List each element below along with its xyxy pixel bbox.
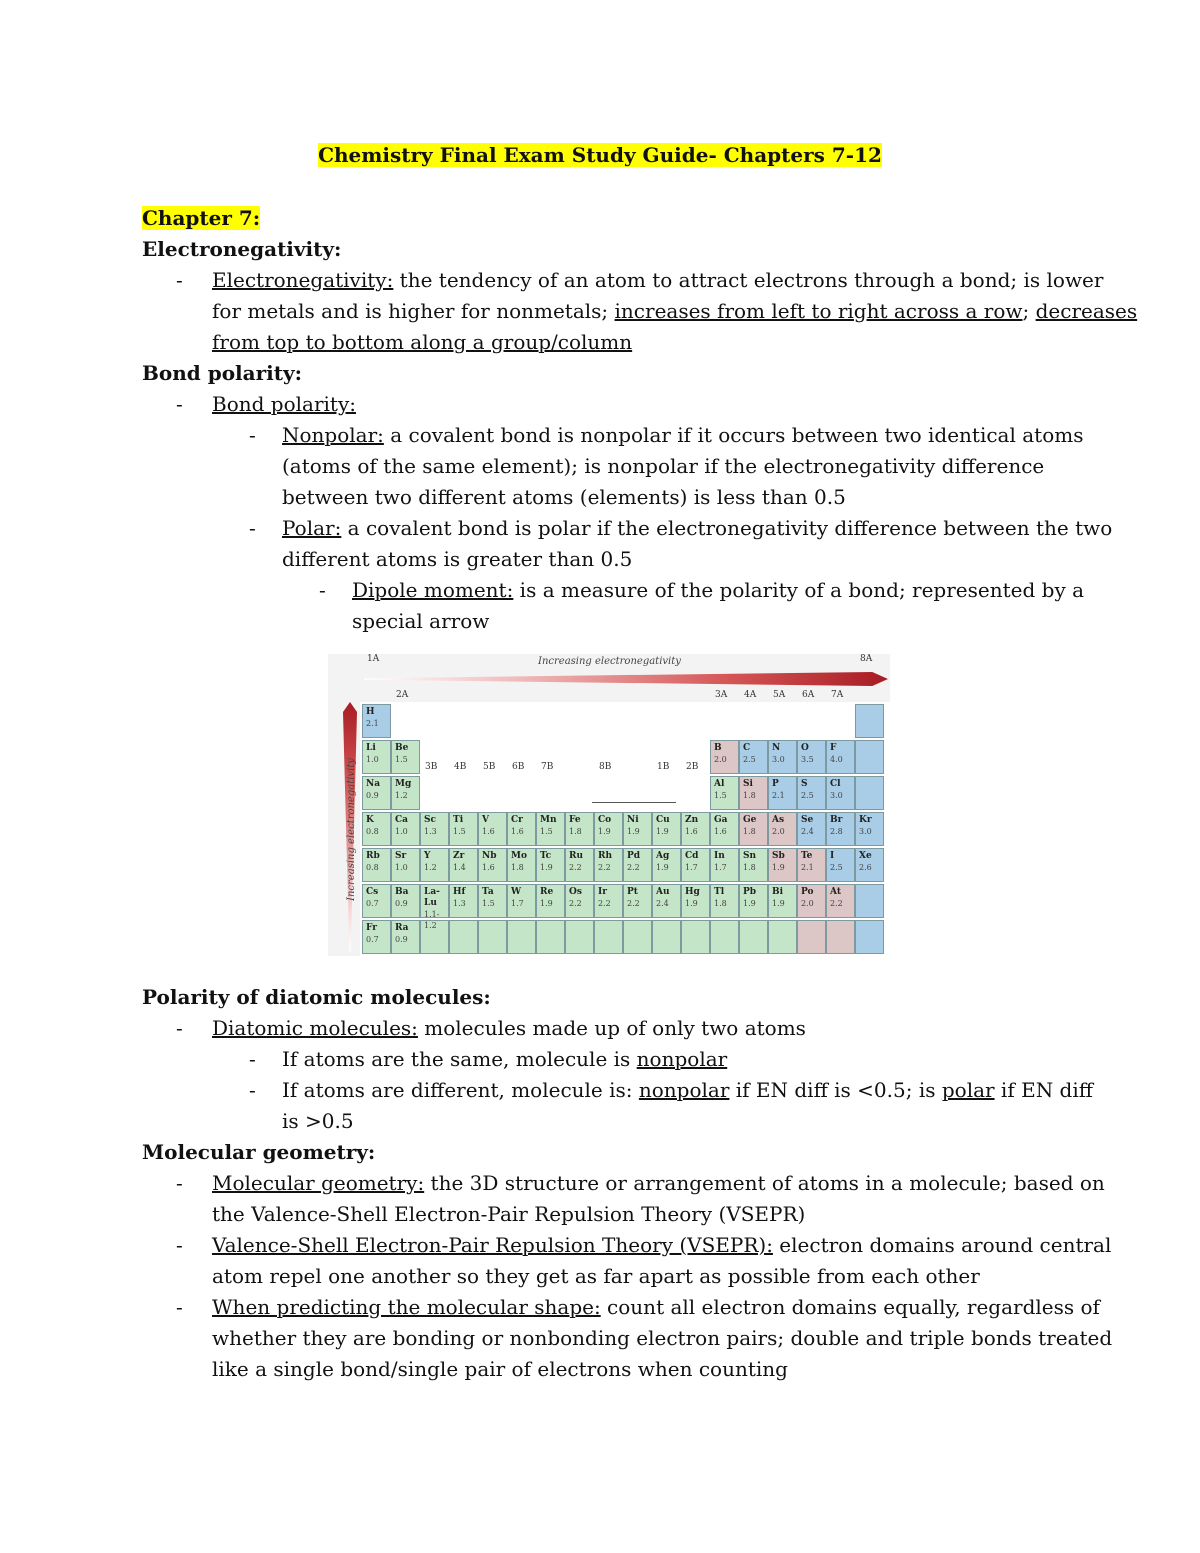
element-symbol: Zn <box>685 815 699 825</box>
element-electronegativity: 1.9 <box>540 899 553 908</box>
group-label: 8A <box>860 654 873 664</box>
element-symbol: Pb <box>743 887 757 897</box>
element-symbol: Au <box>656 887 670 897</box>
element-electronegativity: 1.8 <box>511 863 524 872</box>
section-heading-bond-polarity: Bond polarity: <box>142 361 302 385</box>
element-electronegativity: 1.9 <box>685 899 698 908</box>
group-label: 4B <box>454 762 467 772</box>
element-cell-o <box>797 740 826 774</box>
group-label: 2A <box>396 690 409 700</box>
element-symbol: Ag <box>656 851 670 861</box>
bullet-dash: - <box>249 1047 256 1071</box>
element-symbol: Na <box>366 779 381 789</box>
element-symbol: Fr <box>366 923 377 933</box>
element-electronegativity: 3.0 <box>772 755 785 764</box>
element-symbol: Ge <box>743 815 757 825</box>
element-electronegativity: 1.9 <box>598 827 611 836</box>
bullet-bond-polarity: Bond polarity: <box>212 392 356 416</box>
element-symbol: Li <box>366 743 376 753</box>
element-cell-la-lu <box>420 884 449 930</box>
bullet-dash: - <box>176 268 183 292</box>
element-cell-mg <box>391 776 420 810</box>
empty-cell <box>855 920 884 954</box>
element-symbol: Se <box>801 815 814 825</box>
empty-cell <box>855 884 884 918</box>
element-cell-ti <box>449 812 478 846</box>
bullet-text-line: between two different atoms (elements) is less than 0.5 <box>282 485 846 509</box>
element-electronegativity: 1.0 <box>395 827 408 836</box>
element-cell-mo <box>507 848 536 882</box>
element-electronegativity: 1.6 <box>511 827 524 836</box>
element-cell-be <box>391 740 420 774</box>
element-cell-f <box>826 740 855 774</box>
element-cell-tc <box>536 848 565 882</box>
element-cell-rh <box>594 848 623 882</box>
element-electronegativity: 1.3 <box>424 827 437 836</box>
element-electronegativity: 3.0 <box>859 827 872 836</box>
element-symbol: Mo <box>511 851 527 861</box>
element-symbol: Cl <box>830 779 841 789</box>
element-electronegativity: 2.2 <box>830 899 843 908</box>
element-cell-xe <box>855 848 884 882</box>
element-cell-h <box>362 704 391 738</box>
bullet-molecular-geometry: Molecular geometry: the 3D structure or arrangement of atoms in a molecule; based on <box>212 1171 1105 1195</box>
element-cell-y <box>420 848 449 882</box>
group-label: 3A <box>715 690 728 700</box>
element-cell-bi <box>768 884 797 918</box>
group-label: 7A <box>831 690 844 700</box>
element-cell-ir <box>594 884 623 918</box>
element-cell-pb <box>739 884 768 918</box>
element-electronegativity: 2.1 <box>366 719 379 728</box>
element-symbol: Kr <box>859 815 872 825</box>
group-label: 5A <box>773 690 786 700</box>
element-electronegativity: 2.0 <box>801 899 814 908</box>
group-label: 5B <box>483 762 496 772</box>
element-symbol: I <box>830 851 835 861</box>
bullet-dash: - <box>176 1016 183 1040</box>
bullet-dash: - <box>249 516 256 540</box>
element-cell-ba <box>391 884 420 918</box>
element-electronegativity: 1.5 <box>395 755 408 764</box>
element-cell-al <box>710 776 739 810</box>
element-electronegativity: 2.2 <box>627 863 640 872</box>
element-symbol: Br <box>830 815 843 825</box>
element-cell-s <box>797 776 826 810</box>
element-symbol: La-Lu <box>424 887 440 908</box>
element-cell-hf <box>449 884 478 918</box>
element-cell-ge <box>739 812 768 846</box>
element-electronegativity: 1.6 <box>482 863 495 872</box>
element-cell-cd <box>681 848 710 882</box>
element-cell-fe <box>565 812 594 846</box>
element-electronegativity: 2.5 <box>830 863 843 872</box>
element-symbol: Si <box>743 779 753 789</box>
element-symbol: Cr <box>511 815 523 825</box>
page-title: Chemistry Final Exam Study Guide- Chapters 7-12 <box>318 143 882 167</box>
group-label: 2B <box>686 762 699 772</box>
element-electronegativity: 1.8 <box>714 899 727 908</box>
element-electronegativity: 1.9 <box>772 863 785 872</box>
element-electronegativity: 4.0 <box>830 755 843 764</box>
element-symbol: Hf <box>453 887 466 897</box>
element-cell-tl <box>710 884 739 918</box>
element-symbol: Bi <box>772 887 784 897</box>
bullet-text-line: like a single bond/single pair of electrons when counting <box>212 1357 788 1381</box>
element-cell-re <box>536 884 565 918</box>
element-electronegativity: 2.2 <box>598 899 611 908</box>
element-cell-kr <box>855 812 884 846</box>
bullet-dash: - <box>176 1295 183 1319</box>
element-symbol: Ir <box>598 887 607 897</box>
element-symbol: Sc <box>424 815 436 825</box>
element-cell-se <box>797 812 826 846</box>
empty-cell <box>478 920 507 954</box>
bullet-text-line: is >0.5 <box>282 1109 354 1133</box>
element-electronegativity: 1.9 <box>627 827 640 836</box>
element-electronegativity: 2.5 <box>801 791 814 800</box>
element-cell-in <box>710 848 739 882</box>
element-symbol: In <box>714 851 725 861</box>
element-cell-li <box>362 740 391 774</box>
element-symbol: H <box>366 707 375 717</box>
element-symbol: Fe <box>569 815 581 825</box>
element-cell-p <box>768 776 797 810</box>
element-cell-ru <box>565 848 594 882</box>
element-electronegativity: 1.2 <box>395 791 408 800</box>
element-symbol: Hg <box>685 887 700 897</box>
element-cell-cr <box>507 812 536 846</box>
element-electronegativity: 2.2 <box>598 863 611 872</box>
element-electronegativity: 1.0 <box>366 755 379 764</box>
element-electronegativity: 2.1 <box>801 863 814 872</box>
bullet-text-line: the Valence-Shell Electron-Pair Repulsion Theory (VSEPR) <box>212 1202 806 1226</box>
element-cell-ta <box>478 884 507 918</box>
element-cell-c <box>739 740 768 774</box>
empty-cell <box>594 920 623 954</box>
section-heading-diatomic: Polarity of diatomic molecules: <box>142 985 491 1009</box>
empty-cell <box>855 776 884 810</box>
element-electronegativity: 0.9 <box>366 791 379 800</box>
element-cell-au <box>652 884 681 918</box>
element-symbol: W <box>511 887 522 897</box>
element-cell-at <box>826 884 855 918</box>
element-cell-sb <box>768 848 797 882</box>
empty-cell <box>797 920 826 954</box>
element-cell-hg <box>681 884 710 918</box>
element-cell-zr <box>449 848 478 882</box>
bullet-different-atoms: If atoms are different, molecule is: nonpolar if EN diff is <0.5; is polar if EN diff <box>282 1078 1093 1102</box>
empty-cell <box>855 740 884 774</box>
bullet-same-atoms: If atoms are the same, molecule is nonpolar <box>282 1047 728 1071</box>
empty-cell <box>739 920 768 954</box>
element-symbol: Ti <box>453 815 464 825</box>
element-electronegativity: 1.4 <box>453 863 466 872</box>
group-label: 3B <box>425 762 438 772</box>
bullet-text-line: special arrow <box>352 609 490 633</box>
group-label: 4A <box>744 690 757 700</box>
element-symbol: As <box>772 815 785 825</box>
element-electronegativity: 1.9 <box>656 863 669 872</box>
element-cell-ca <box>391 812 420 846</box>
element-cell-na <box>362 776 391 810</box>
element-symbol: Rb <box>366 851 380 861</box>
figure-vertical-title: Increasing electronegativity <box>345 758 357 901</box>
element-symbol: Po <box>801 887 814 897</box>
element-symbol: Ba <box>395 887 409 897</box>
element-electronegativity: 2.2 <box>569 899 582 908</box>
element-electronegativity: 2.8 <box>830 827 843 836</box>
bullet-predicting-shape: When predicting the molecular shape: count all electron domains equally, regardless of <box>212 1295 1100 1319</box>
element-electronegativity: 3.5 <box>801 755 814 764</box>
element-electronegativity: 1.5 <box>540 827 553 836</box>
element-cell-co <box>594 812 623 846</box>
element-cell-mn <box>536 812 565 846</box>
element-electronegativity: 1.7 <box>714 863 727 872</box>
group-label: 1A <box>367 654 380 664</box>
section-heading-electronegativity: Electronegativity: <box>142 237 342 261</box>
element-symbol: Cu <box>656 815 670 825</box>
section-heading-geometry: Molecular geometry: <box>142 1140 376 1164</box>
empty-cell <box>826 920 855 954</box>
element-symbol: B <box>714 743 722 753</box>
element-symbol: S <box>801 779 808 789</box>
element-cell-b <box>710 740 739 774</box>
element-symbol: Sb <box>772 851 785 861</box>
empty-cell <box>565 920 594 954</box>
element-symbol: O <box>801 743 809 753</box>
element-electronegativity: 2.0 <box>714 755 727 764</box>
element-cell-rb <box>362 848 391 882</box>
element-symbol: Cd <box>685 851 699 861</box>
element-symbol: Sr <box>395 851 407 861</box>
element-electronegativity: 2.2 <box>627 899 640 908</box>
element-electronegativity: 1.1-1.2 <box>424 910 440 930</box>
element-cell-n <box>768 740 797 774</box>
element-electronegativity: 1.9 <box>743 899 756 908</box>
element-symbol: Be <box>395 743 409 753</box>
bullet-text-line: whether they are bonding or nonbonding electron pairs; double and triple bonds treated <box>212 1326 1113 1350</box>
element-electronegativity: 2.0 <box>772 827 785 836</box>
empty-cell <box>623 920 652 954</box>
group-label: 1B <box>657 762 670 772</box>
element-cell-te <box>797 848 826 882</box>
element-symbol: F <box>830 743 837 753</box>
element-electronegativity: 2.1 <box>772 791 785 800</box>
element-symbol: Os <box>569 887 582 897</box>
element-electronegativity: 1.9 <box>656 827 669 836</box>
bullet-dash: - <box>319 578 326 602</box>
element-symbol: Te <box>801 851 813 861</box>
chapter-heading: Chapter 7: <box>142 206 261 230</box>
element-symbol: Ta <box>482 887 494 897</box>
element-electronegativity: 0.7 <box>366 899 379 908</box>
element-electronegativity: 1.2 <box>424 863 437 872</box>
element-cell-sr <box>391 848 420 882</box>
element-symbol: At <box>830 887 841 897</box>
element-symbol: Nb <box>482 851 497 861</box>
electronegativity-periodic-table <box>328 654 890 956</box>
element-cell-v <box>478 812 507 846</box>
element-symbol: C <box>743 743 751 753</box>
element-symbol: Ca <box>395 815 408 825</box>
element-electronegativity: 1.3 <box>453 899 466 908</box>
element-cell-br <box>826 812 855 846</box>
element-symbol: Zr <box>453 851 465 861</box>
element-cell-sn <box>739 848 768 882</box>
element-symbol: Re <box>540 887 554 897</box>
bullet-electronegativity: Electronegativity: the tendency of an atom to attract electrons through a bond; is lower <box>212 268 1104 292</box>
element-symbol: Mn <box>540 815 557 825</box>
element-cell-fr <box>362 920 391 954</box>
element-electronegativity: 2.4 <box>801 827 814 836</box>
bullet-dash: - <box>176 1171 183 1195</box>
empty-cell <box>536 920 565 954</box>
element-symbol: Xe <box>859 851 872 861</box>
bullet-diatomic-molecules: Diatomic molecules: molecules made up of only two atoms <box>212 1016 806 1040</box>
element-electronegativity: 0.7 <box>366 935 379 944</box>
element-symbol: Cs <box>366 887 379 897</box>
element-electronegativity: 2.2 <box>569 863 582 872</box>
element-cell-i <box>826 848 855 882</box>
element-cell-ni <box>623 812 652 846</box>
group-label: 6B <box>512 762 525 772</box>
bullet-nonpolar: Nonpolar: a covalent bond is nonpolar if it occurs between two identical atoms <box>282 423 1084 447</box>
bullet-dash: - <box>176 1233 183 1257</box>
empty-cell <box>449 920 478 954</box>
element-electronegativity: 2.4 <box>656 899 669 908</box>
element-electronegativity: 0.8 <box>366 863 379 872</box>
element-electronegativity: 1.8 <box>569 827 582 836</box>
bullet-dipole-moment: Dipole moment: is a measure of the polarity of a bond; represented by a <box>352 578 1085 602</box>
element-cell-nb <box>478 848 507 882</box>
empty-cell <box>681 920 710 954</box>
element-symbol: Pd <box>627 851 641 861</box>
empty-cell <box>855 704 884 738</box>
group-label: 6A <box>802 690 815 700</box>
element-cell-pt <box>623 884 652 918</box>
element-symbol: K <box>366 815 374 825</box>
element-electronegativity: 1.6 <box>714 827 727 836</box>
element-electronegativity: 1.7 <box>685 863 698 872</box>
element-symbol: V <box>482 815 489 825</box>
element-symbol: Ra <box>395 923 409 933</box>
bullet-text-line: from top to bottom along a group/column <box>212 330 633 354</box>
element-electronegativity: 0.9 <box>395 935 408 944</box>
element-electronegativity: 2.5 <box>743 755 756 764</box>
element-symbol: Tc <box>540 851 552 861</box>
element-electronegativity: 1.5 <box>714 791 727 800</box>
element-electronegativity: 1.8 <box>743 791 756 800</box>
bullet-dash: - <box>249 423 256 447</box>
bullet-text-line: atom repel one another so they get as far apart as possible from each other <box>212 1264 980 1288</box>
empty-cell <box>710 920 739 954</box>
element-electronegativity: 1.9 <box>772 899 785 908</box>
figure-title: Increasing electronegativity <box>538 656 681 667</box>
element-electronegativity: 1.6 <box>482 827 495 836</box>
element-symbol: Pt <box>627 887 638 897</box>
empty-cell <box>507 920 536 954</box>
element-cell-w <box>507 884 536 918</box>
element-cell-k <box>362 812 391 846</box>
element-symbol: Ga <box>714 815 728 825</box>
element-electronegativity: 0.8 <box>366 827 379 836</box>
element-symbol: Sn <box>743 851 757 861</box>
element-electronegativity: 1.7 <box>511 899 524 908</box>
element-electronegativity: 1.9 <box>540 863 553 872</box>
element-symbol: Rh <box>598 851 613 861</box>
element-cell-ga <box>710 812 739 846</box>
element-cell-cu <box>652 812 681 846</box>
element-electronegativity: 3.0 <box>830 791 843 800</box>
element-cell-ag <box>652 848 681 882</box>
bullet-text-line: different atoms is greater than 0.5 <box>282 547 633 571</box>
element-cell-po <box>797 884 826 918</box>
element-symbol: Mg <box>395 779 412 789</box>
element-cell-os <box>565 884 594 918</box>
bullet-dash: - <box>249 1078 256 1102</box>
element-cell-zn <box>681 812 710 846</box>
empty-cell <box>768 920 797 954</box>
element-electronegativity: 2.6 <box>859 863 872 872</box>
bullet-vsepr: Valence-Shell Electron-Pair Repulsion Theory (VSEPR): electron domains around central <box>212 1233 1112 1257</box>
bullet-text-line: for metals and is higher for nonmetals; increases from left to right across a row; decreases <box>212 299 1138 323</box>
element-symbol: Ni <box>627 815 639 825</box>
element-cell-cl <box>826 776 855 810</box>
bullet-text-line: (atoms of the same element); is nonpolar if the electronegativity difference <box>282 454 1045 478</box>
element-electronegativity: 1.5 <box>482 899 495 908</box>
element-electronegativity: 0.9 <box>395 899 408 908</box>
element-symbol: Al <box>714 779 725 789</box>
element-cell-pd <box>623 848 652 882</box>
element-cell-ra <box>391 920 420 954</box>
element-electronegativity: 1.0 <box>395 863 408 872</box>
element-symbol: Tl <box>714 887 725 897</box>
group-8b-bracket <box>592 802 676 803</box>
bullet-polar: Polar: a covalent bond is polar if the electronegativity difference between the two <box>282 516 1113 540</box>
group-label: 7B <box>541 762 554 772</box>
element-symbol: Ru <box>569 851 584 861</box>
element-symbol: Y <box>424 851 431 861</box>
group-label: 8B <box>599 762 612 772</box>
element-cell-si <box>739 776 768 810</box>
empty-cell <box>652 920 681 954</box>
element-electronegativity: 1.5 <box>453 827 466 836</box>
bullet-dash: - <box>176 392 183 416</box>
element-electronegativity: 1.8 <box>743 863 756 872</box>
element-cell-sc <box>420 812 449 846</box>
element-electronegativity: 1.8 <box>743 827 756 836</box>
element-symbol: P <box>772 779 779 789</box>
element-symbol: N <box>772 743 781 753</box>
element-cell-as <box>768 812 797 846</box>
element-cell-cs <box>362 884 391 918</box>
element-electronegativity: 1.6 <box>685 827 698 836</box>
element-symbol: Co <box>598 815 612 825</box>
